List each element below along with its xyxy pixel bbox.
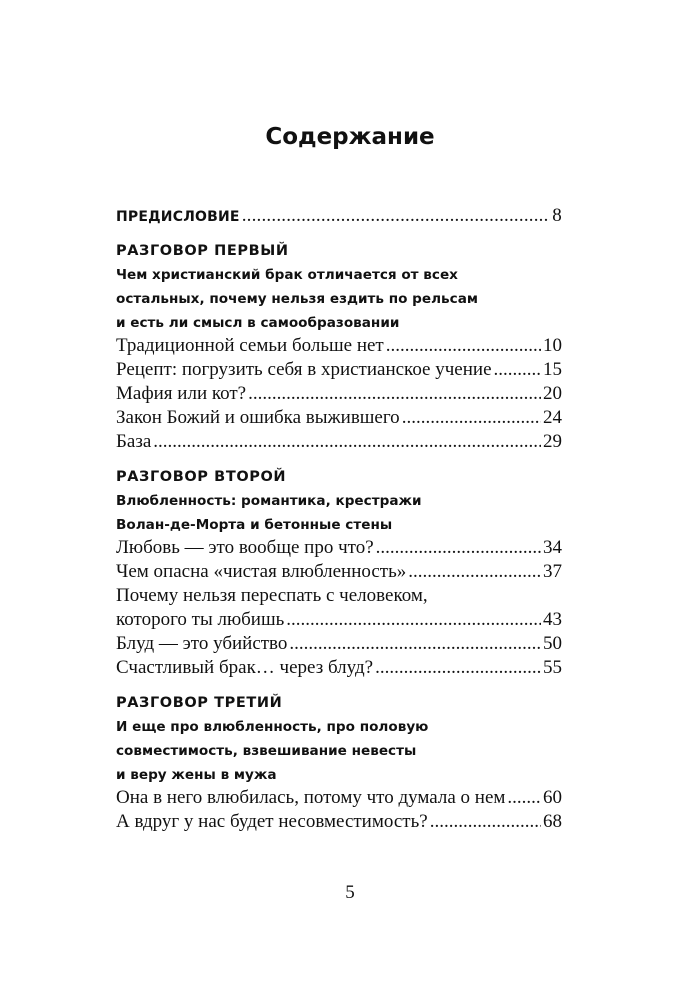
part3-subtitle-line: И еще про влюбленность, про половую: [116, 719, 429, 735]
toc-entry-page: 60: [543, 787, 562, 808]
toc-entry-label: которого ты любишь: [116, 609, 285, 630]
toc-entry: [116, 787, 562, 811]
dot-leader: [289, 633, 541, 655]
dot-leader: [153, 431, 541, 453]
toc-entry: [116, 609, 562, 633]
toc-entry-page: 55: [543, 657, 562, 678]
part3-subtitle-line: совместимость, взвешивание невесты: [116, 743, 417, 759]
part1-subtitle-line: и есть ли смысл в самообразовании: [116, 315, 400, 331]
table-of-contents: [116, 205, 562, 835]
toc-entry: [116, 811, 562, 835]
dot-leader: [248, 383, 541, 405]
dot-leader: [402, 407, 541, 429]
part3-heading: РАЗГОВОР ТРЕТИЙ: [116, 695, 283, 711]
dot-leader: [242, 205, 551, 227]
part1-subtitle-line: остальных, почему нельзя ездить по рельсам: [116, 291, 478, 307]
toc-entry-label: ПРЕДИСЛОВИЕ: [116, 209, 240, 225]
toc-entry-label: Блуд — это убийство: [116, 633, 288, 654]
toc-entry-page: 50: [543, 633, 562, 654]
toc-entry-continued: [116, 585, 562, 609]
toc-entry-label: Любовь — это вообще про что?: [116, 537, 374, 558]
toc-entry: [116, 407, 562, 431]
toc-entry-page: 29: [543, 431, 562, 452]
toc-entry-label: Рецепт: погрузить себя в христианское учение: [116, 359, 492, 380]
dot-leader: [494, 359, 541, 381]
dot-leader: [507, 787, 541, 809]
toc-entry: [116, 537, 562, 561]
part2-heading: РАЗГОВОР ВТОРОЙ: [116, 469, 287, 485]
toc-entry-label: А вдруг у нас будет несовместимость?: [116, 811, 428, 832]
dot-leader: [430, 811, 541, 833]
toc-entry-page: 15: [543, 359, 562, 380]
toc-entry-label: Закон Божий и ошибка выжившего: [116, 407, 400, 428]
toc-entry: [116, 657, 562, 681]
part1-heading: РАЗГОВОР ПЕРВЫЙ: [116, 243, 289, 259]
toc-entry: [116, 561, 562, 585]
dot-leader: [375, 657, 541, 679]
toc-entry: [116, 431, 562, 455]
part2-subtitle-line: Волан-де-Морта и бетонные стены: [116, 517, 393, 533]
toc-entry: [116, 335, 562, 359]
toc-entry-preface: [116, 205, 562, 229]
dot-leader: [386, 335, 541, 357]
part3-subtitle-line: и веру жены в мужа: [116, 767, 277, 783]
dot-leader: [376, 537, 541, 559]
toc-entry-page: 43: [543, 609, 562, 630]
toc-entry-label: Мафия или кот?: [116, 383, 247, 404]
toc-entry-label: Чем опасна «чистая влюбленность»: [116, 561, 407, 582]
toc-entry-label: Она в него влюбилась, потому что думала о нем: [116, 787, 506, 808]
part1-subtitle-line: Чем христианский брак отличается от всех: [116, 267, 458, 283]
part2-subtitle-line: Влюбленность: романтика, крестражи: [116, 493, 422, 509]
toc-entry-page: 8: [552, 205, 562, 226]
toc-entry-label: База: [116, 431, 152, 452]
toc-entry-label: Почему нельзя переспать с человеком,: [116, 585, 428, 606]
toc-entry-label: Традиционной семьи больше нет: [116, 335, 384, 356]
toc-entry-page: 34: [543, 537, 562, 558]
toc-entry-page: 20: [543, 383, 562, 404]
toc-entry: [116, 633, 562, 657]
toc-entry: [116, 359, 562, 383]
page-title: Содержание: [265, 124, 435, 150]
toc-entry-page: 37: [543, 561, 562, 582]
dot-leader: [286, 609, 541, 631]
toc-entry: [116, 383, 562, 407]
toc-entry-label: Счастливый брак… через блуд?: [116, 657, 374, 678]
page-number: 5: [345, 882, 355, 903]
toc-entry-page: 24: [543, 407, 562, 428]
toc-entry-page: 10: [543, 335, 562, 356]
dot-leader: [408, 561, 541, 583]
toc-entry-page: 68: [543, 811, 562, 832]
